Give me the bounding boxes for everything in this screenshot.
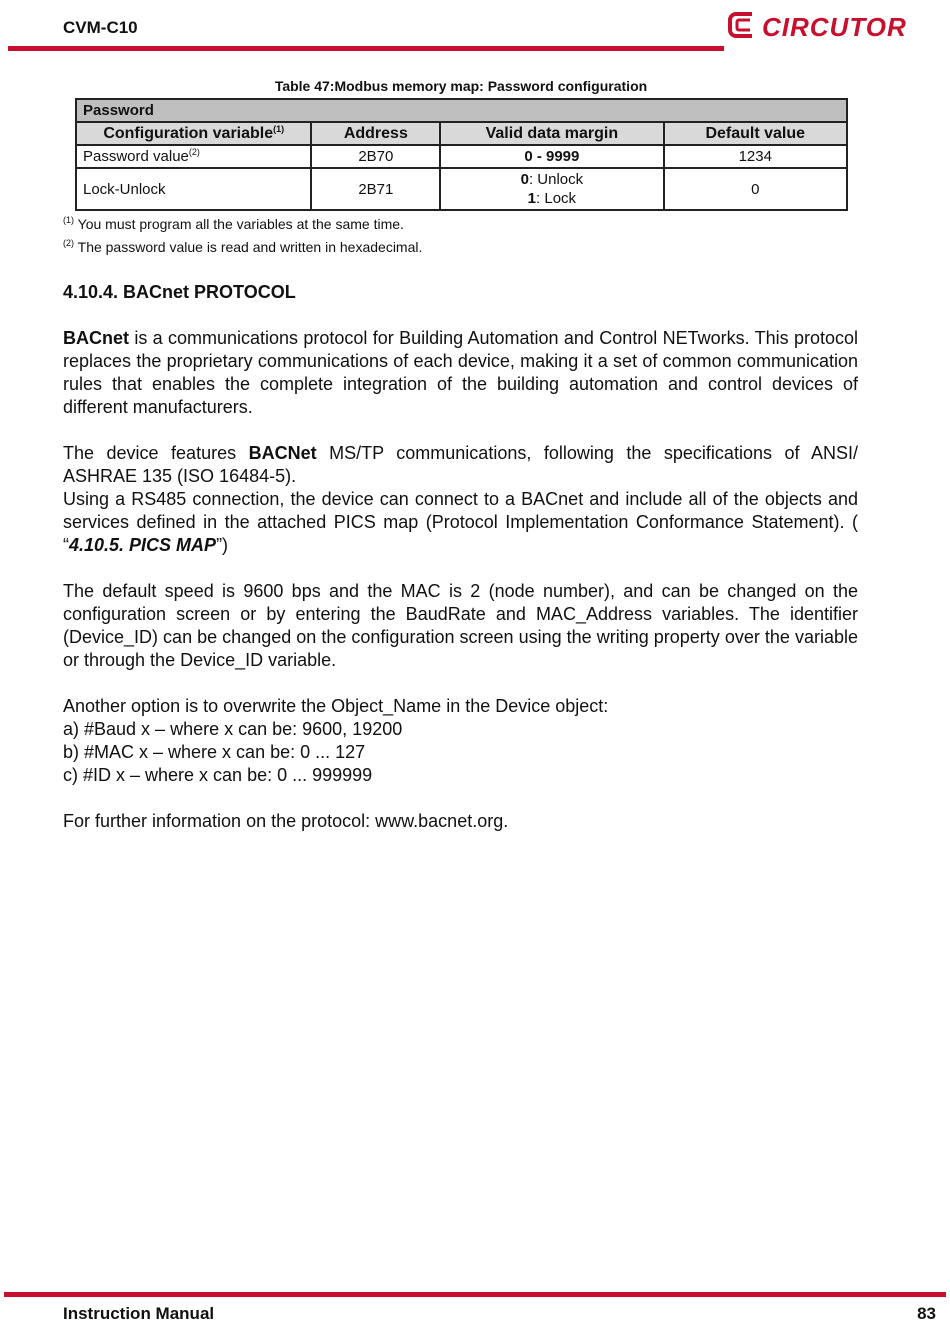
paragraph-default-speed: The default speed is 9600 bps and the MAC is 2 (node number), and can be changed on the configuration screen or by entering the BaudRate and MAC_Address variables. The identifier (Device_ID) can be changed on the configuration screen using the writing property over the variable or through the Device_ID variable. — [63, 581, 858, 670]
table-group-label: Password — [76, 99, 847, 122]
page-number: 83 — [917, 1304, 936, 1323]
cell-variable: Lock-Unlock — [76, 168, 311, 210]
footer-rule — [4, 1292, 946, 1297]
column-header-default: Default value — [664, 122, 848, 145]
paragraph-rs485: Using a RS485 connection, the device can connect to a BACnet and include all of the objects and services defined in the attached PICS map (Protocol Implementation Conformance Statement). ( “4.10.5. PICS MAP”) — [63, 489, 858, 555]
cell-margin: 0: Unlock 1: Lock — [440, 168, 663, 210]
column-header-address: Address — [311, 122, 440, 145]
paragraph-further-info: For further information on the protocol: www.bacnet.org. — [63, 811, 509, 831]
table-footnote-1: $^{(1)}$ You must program all the variables at the same time. — [63, 215, 404, 232]
document-title: CVM-C10 — [63, 18, 138, 37]
section-heading: 4.10.4. BACnet PROTOCOL — [63, 282, 296, 302]
list-item: c) #ID x – where x can be: 0 ... 999999 — [63, 765, 373, 785]
list-item: Another option is to overwrite the Object_Name in the Device object: — [63, 696, 609, 716]
cell-variable: Password value$^{(2)}$ — [76, 145, 311, 168]
cell-margin: 0 - 9999 — [440, 145, 663, 168]
cell-address: 2B70 — [311, 145, 440, 168]
cell-address: 2B71 — [311, 168, 440, 210]
circutor-logo-icon — [726, 8, 760, 42]
list-item: b) #MAC x – where x can be: 0 ... 127 — [63, 742, 366, 762]
table-group-row — [76, 99, 847, 122]
logo-wordmark: CIRCUTOR — [762, 12, 907, 42]
table-footnote-2: $^{(2)}$ The password value is read and written in hexadecimal. — [63, 238, 423, 255]
cell-default: 1234 — [664, 145, 848, 168]
paragraph-device-features: The device features BACNet MS/TP communications, following the specifications of ANSI/ ASHRAE 135 (ISO 16484-5). — [63, 443, 858, 486]
cell-default: 0 — [664, 168, 848, 210]
table-header-row — [76, 122, 847, 145]
paragraph-bacnet-intro: BACnet is a communications protocol for Building Automation and Control NETworks. This protocol replaces the proprietary communications of each device, making it a set of common communication rules that enables the complete integration of the building automation and control devices of different manufacturers. — [63, 328, 858, 417]
table-row — [76, 145, 847, 168]
pics-map-reference: 4.10.5. PICS MAP — [69, 535, 217, 555]
table-caption: Table 47:Modbus memory map: Password configuration — [274, 78, 648, 94]
header-rule — [8, 46, 724, 51]
modbus-memory-table — [75, 98, 848, 211]
column-header-margin: Valid data margin — [440, 122, 663, 145]
list-item: a) #Baud x – where x can be: 9600, 19200 — [63, 719, 403, 739]
table-row — [76, 168, 847, 210]
circutor-logo — [726, 8, 907, 46]
footer-manual-label: Instruction Manual — [63, 1304, 215, 1323]
column-header-config: Configuration variable$^{(1)}$ — [76, 122, 311, 145]
